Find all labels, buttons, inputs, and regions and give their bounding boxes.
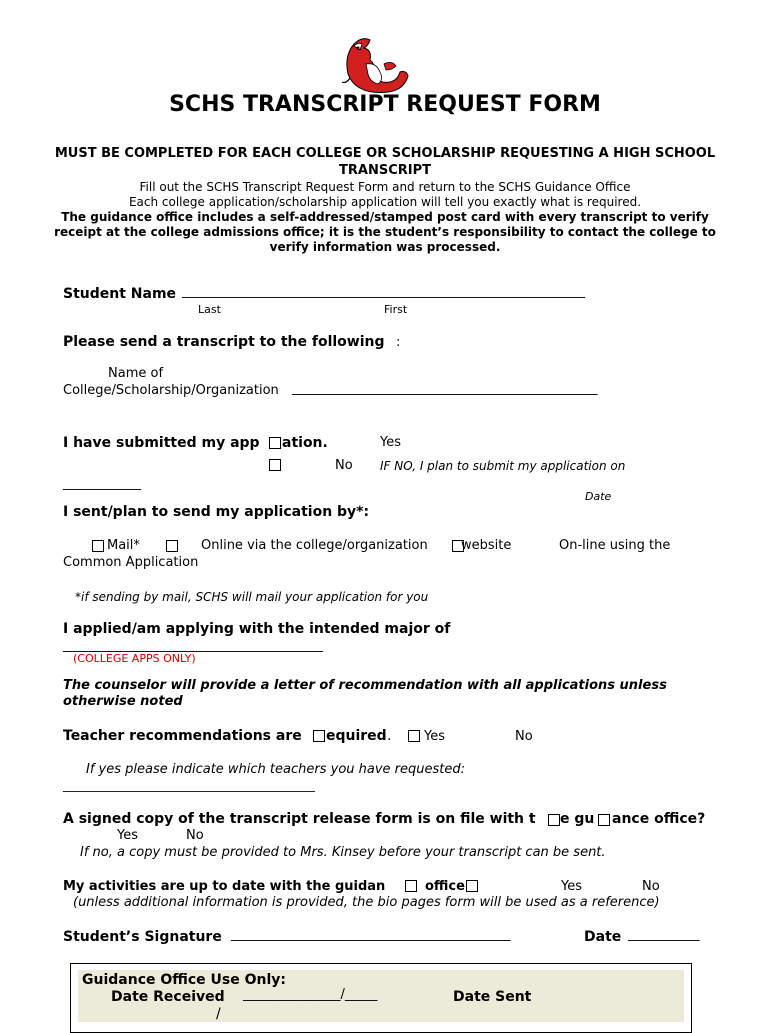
- release-yes-checkbox[interactable]: [548, 814, 560, 826]
- activities-no-label: No: [642, 879, 660, 894]
- activities-yes-checkbox[interactable]: [405, 880, 417, 892]
- must-line-1: MUST BE COMPLETED FOR EACH COLLEGE OR SCHOLARSHIP REQUESTING A HIGH SCHOOL: [54, 146, 716, 161]
- mail-checkbox[interactable]: [92, 540, 104, 552]
- name-of-label: Name of: [108, 366, 164, 381]
- common-app-label-2: Common Application: [63, 555, 199, 570]
- signature-field[interactable]: ___________________________________________: [231, 927, 511, 942]
- intended-major-label: I applied/am applying with the intended major of: [63, 621, 451, 637]
- submitted-yes-checkbox[interactable]: [269, 437, 281, 449]
- send-transcript-label: Please send a transcript to the following: [63, 334, 385, 350]
- postcard-line-1: The guidance office includes a self-addressed/stamped post card with every transcript to verify: [61, 210, 709, 224]
- release-if-no-text: If no, a copy must be provided to Mrs. Kinsey before your transcript can be sent.: [80, 845, 606, 860]
- postcard-line-2: receipt at the college admissions office; it is the student’s responsibility to contact the college to: [54, 225, 716, 239]
- teacher-yes-checkbox[interactable]: [408, 730, 420, 742]
- student-name-field[interactable]: ______________________________________________________________: [182, 284, 585, 299]
- intended-major-field[interactable]: ________________________________________: [63, 638, 323, 653]
- instruction-2: Each college application/scholarship application will tell you exactly what is required.: [128, 195, 642, 209]
- online-checkbox[interactable]: [166, 540, 178, 552]
- plan-to-submit-text: IF NO, I plan to submit my application on: [380, 459, 626, 473]
- submitted-no-label: No: [335, 458, 353, 473]
- teacher-rec-label: Teacher recommendations are: [63, 728, 302, 744]
- mail-footnote: *if sending by mail, SCHS will mail your application for you: [75, 590, 429, 604]
- instruction-1: Fill out the SCHS Transcript Request Form and return to the SCHS Guidance Office: [139, 180, 631, 194]
- activities-note: (unless additional information is provided, the bio pages form will be used as a reference): [73, 895, 660, 910]
- mail-option-label: Mail*: [107, 538, 140, 553]
- postcard-line-3: verify information was processed.: [269, 240, 501, 254]
- student-name-label: Student Name: [63, 286, 177, 302]
- must-line-2: TRANSCRIPT: [339, 163, 431, 178]
- online-option-label: Online via the college/organization: [201, 538, 428, 553]
- teacher-rec-checkbox[interactable]: [313, 730, 325, 742]
- activities-no-checkbox[interactable]: [466, 880, 478, 892]
- teacher-no-label: No: [515, 729, 533, 744]
- plan-date-caption: Date: [585, 490, 612, 503]
- date-sent-label: Date Sent: [453, 989, 532, 1005]
- date-received-field[interactable]: _______________/_____: [243, 987, 378, 1002]
- release-no-label: No: [186, 828, 204, 843]
- counselor-note-2: otherwise noted: [63, 694, 183, 709]
- first-name-caption: First: [384, 303, 408, 316]
- release-form-label-mid: e gu: [560, 811, 595, 827]
- submitted-no-checkbox[interactable]: [269, 459, 281, 471]
- submitted-label-end: ation.: [282, 435, 328, 451]
- teacher-indicate-text: If yes please indicate which teachers you have requested:: [86, 762, 466, 777]
- release-form-label-end: ance office?: [612, 811, 706, 827]
- date-received-label: Date Received: [111, 989, 225, 1005]
- website-label: website: [461, 538, 512, 553]
- common-app-label: On-line using the: [559, 538, 671, 553]
- college-apps-note: (COLLEGE APPS ONLY): [73, 652, 196, 665]
- counselor-note-1: The counselor will provide a letter of recommendation with all applications unless: [63, 678, 667, 693]
- date-sent-slash: /: [216, 1006, 221, 1022]
- red-dragon-mascot-icon: [340, 34, 410, 96]
- form-title: SCHS TRANSCRIPT REQUEST FORM: [169, 92, 601, 117]
- release-yes-label: Yes: [117, 828, 138, 843]
- send-method-label: I sent/plan to send my application by*:: [63, 504, 370, 520]
- signature-label: Student’s Signature: [63, 929, 222, 945]
- release-form-label: A signed copy of the transcript release form is on file with t: [63, 811, 536, 827]
- organization-label: College/Scholarship/Organization: [63, 383, 279, 398]
- submitted-yes-label: Yes: [380, 435, 401, 450]
- submitted-label: I have submitted my app: [63, 435, 260, 451]
- teacher-names-field[interactable]: __________________________________________: [63, 778, 315, 792]
- signature-date-label: Date: [584, 929, 622, 945]
- send-transcript-colon: :: [396, 335, 401, 350]
- signature-date-field[interactable]: ___________: [628, 927, 700, 942]
- organization-field[interactable]: _______________________________________________: [292, 381, 598, 396]
- teacher-rec-period: .: [387, 728, 392, 744]
- activities-yes-label: Yes: [561, 879, 582, 894]
- activities-label-end: office: [425, 879, 465, 894]
- school-logo: [340, 34, 410, 96]
- plan-date-field[interactable]: ____________: [63, 476, 141, 491]
- guidance-office-title: Guidance Office Use Only:: [82, 972, 287, 988]
- release-no-checkbox[interactable]: [598, 814, 610, 826]
- activities-label: My activities are up to date with the guidan: [63, 879, 386, 894]
- last-name-caption: Last: [198, 303, 221, 316]
- teacher-yes-label: Yes: [424, 729, 445, 744]
- teacher-rec-label-end: equired: [326, 728, 387, 744]
